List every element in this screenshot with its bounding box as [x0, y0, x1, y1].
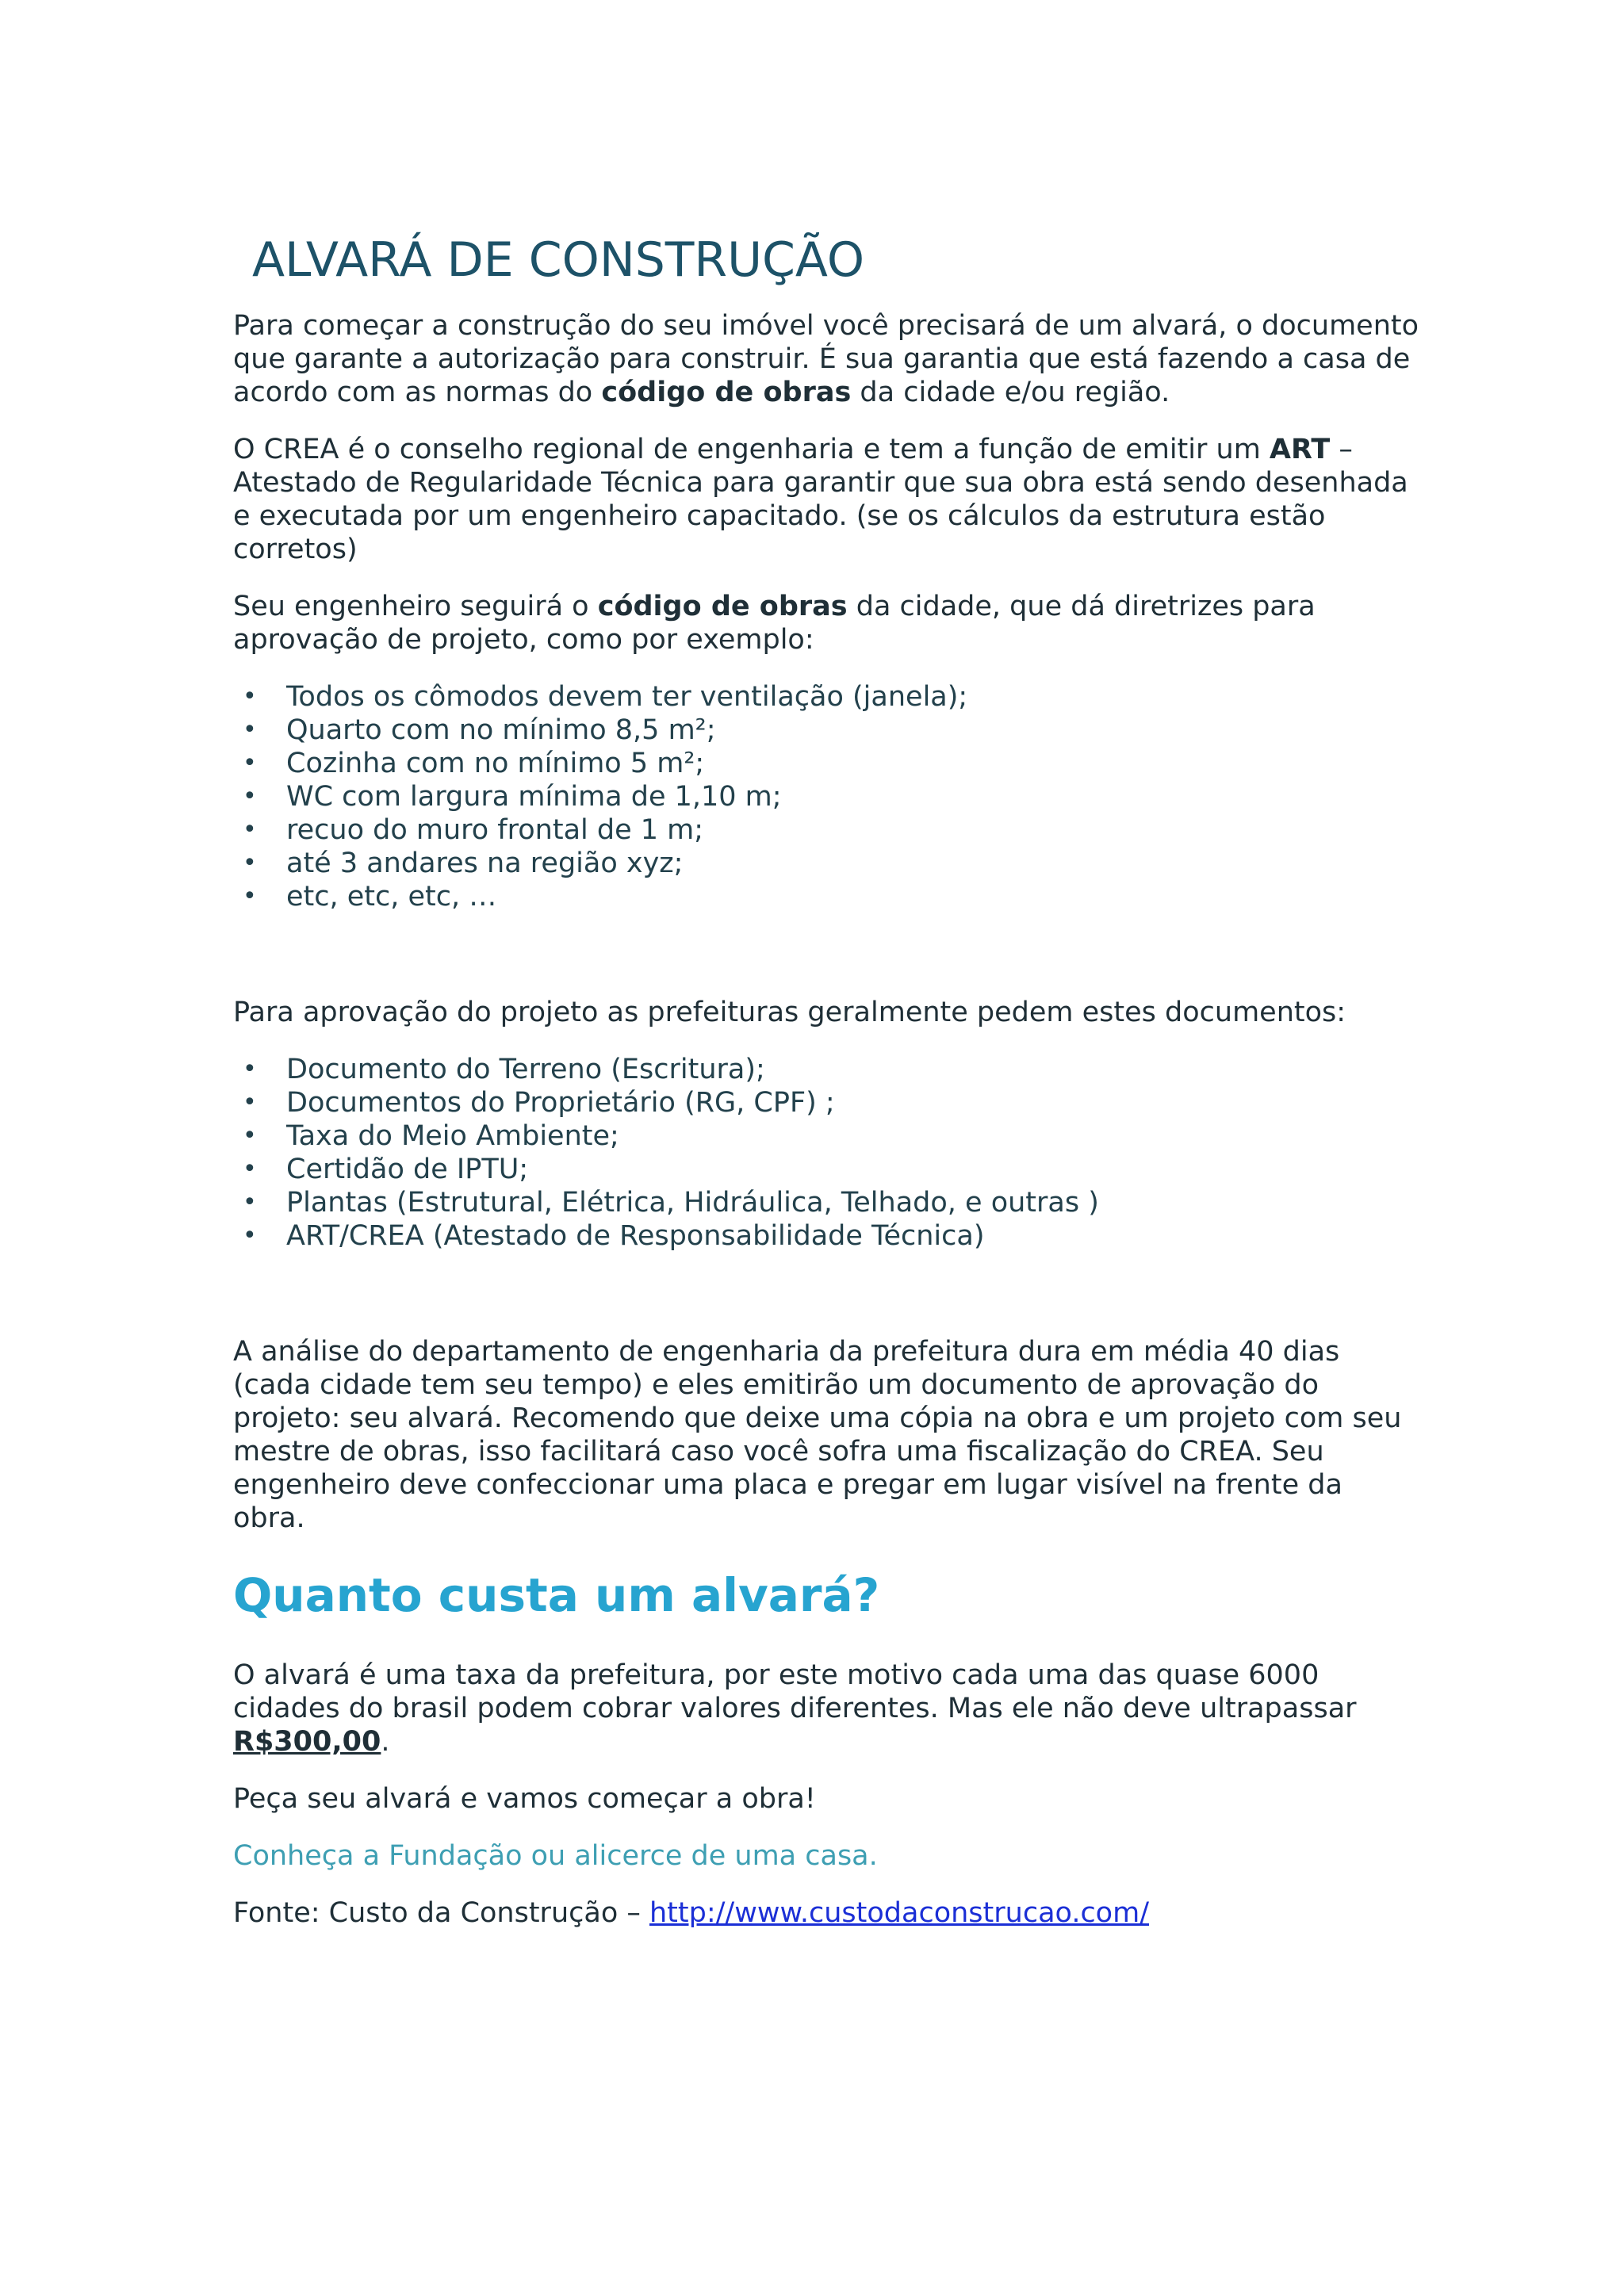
price-value: R$300,00 — [233, 1726, 381, 1758]
list-item-text: recuo do muro frontal de 1 m; — [286, 814, 704, 846]
bullet-icon: • — [243, 1222, 257, 1249]
bullet-icon: • — [243, 1055, 257, 1083]
list-item — [233, 880, 1423, 913]
paragraph-engineer-text-b: da cidade, que dá diretrizes para aprovação de projeto, como por exemplo: — [233, 591, 1316, 656]
bullet-icon: • — [243, 1089, 257, 1116]
list-item — [233, 847, 1423, 880]
bullet-icon: • — [243, 749, 257, 777]
list-item — [233, 1119, 1423, 1153]
list-item — [233, 714, 1423, 747]
list-item-text: até 3 andares na região xyz; — [286, 848, 684, 879]
source-label: Fonte: Custo da Construção – — [233, 1897, 649, 1929]
paragraph-crea — [233, 433, 1423, 566]
list-item — [233, 813, 1423, 847]
list-item-text: Todos os cômodos devem ter ventilação (janela); — [286, 681, 968, 713]
list-item — [233, 747, 1423, 780]
paragraph-intro-text-a: Para começar a construção do seu imóvel você precisará de um alvará, o documento que garante a autorização para construir. É sua garantia que está fazendo a casa de acordo com as normas do — [233, 310, 1419, 408]
bullet-icon: • — [243, 683, 257, 710]
page-title: ALVARÁ DE CONSTRUÇÃO — [252, 232, 865, 288]
bullet-icon: • — [243, 783, 257, 810]
requirements-list — [233, 680, 1423, 913]
list-item-text: ART/CREA (Atestado de Responsabilidade Técnica) — [286, 1220, 985, 1252]
list-item — [233, 680, 1423, 714]
document-page — [233, 230, 1423, 1930]
bullet-icon: • — [243, 1188, 257, 1216]
paragraph-intro-text-b: da cidade e/ou região. — [851, 377, 1170, 408]
list-item-text: etc, etc, etc, … — [286, 881, 497, 913]
list-item-text: Certidão de IPTU; — [286, 1154, 529, 1185]
bullet-icon: • — [243, 849, 257, 877]
list-item-text: Quarto com no mínimo 8,5 m²; — [286, 714, 716, 746]
list-item — [233, 1153, 1423, 1186]
bullet-icon: • — [243, 816, 257, 844]
bullet-icon: • — [243, 1155, 257, 1183]
paragraph-intro — [233, 309, 1423, 409]
paragraph-engineer-bold: código de obras — [597, 591, 848, 622]
paragraph-engineer-text-a: Seu engenheiro seguirá o — [233, 591, 598, 622]
paragraph-analysis: A análise do departamento de engenharia da prefeitura dura em média 40 dias (cada cidade tem seu tempo) e eles emitirão um documento de aprovação do projeto: seu alvará. Recomendo que deixe uma cópia na obra e um projeto com seu mestre de obras, isso facilitará caso você sofra uma fiscalização do CREA. Seu engenheiro deve confeccionar uma placa e pregar em lugar visível na frente da obra. — [233, 1336, 1402, 1534]
paragraph-cost-text-b: . — [381, 1726, 390, 1758]
list-item — [233, 1186, 1423, 1219]
source-line — [233, 1896, 1423, 1930]
paragraph-cost — [233, 1659, 1423, 1758]
paragraph-engineer — [233, 590, 1423, 656]
list-item-text: Plantas (Estrutural, Elétrica, Hidráulica, Telhado, e outras ) — [286, 1187, 1099, 1219]
list-item — [233, 780, 1423, 813]
paragraph-crea-bold: ART — [1269, 434, 1331, 465]
bullet-icon: • — [243, 716, 257, 744]
bullet-icon: • — [243, 882, 257, 910]
list-item-text: Cozinha com no mínimo 5 m²; — [286, 748, 705, 779]
list-item-text: Documento do Terreno (Escritura); — [286, 1054, 765, 1085]
paragraph-intro-bold: código de obras — [601, 377, 852, 408]
paragraph-call-to-action: Peça seu alvará e vamos começar a obra! — [233, 1783, 816, 1815]
foundation-link[interactable]: Conheça a Fundação ou alicerce de uma casa. — [233, 1840, 878, 1872]
paragraph-documents: Para aprovação do projeto as prefeituras geralmente pedem estes documentos: — [233, 997, 1346, 1028]
documents-list — [233, 1053, 1423, 1253]
list-item-text: Taxa do Meio Ambiente; — [286, 1120, 619, 1152]
list-item-text: Documentos do Proprietário (RG, CPF) ; — [286, 1087, 835, 1119]
list-item-text: WC com largura mínima de 1,10 m; — [286, 781, 782, 813]
list-item — [233, 1053, 1423, 1086]
bullet-icon: • — [243, 1122, 257, 1150]
source-url-link[interactable]: http://www.custodaconstrucao.com/ — [649, 1897, 1149, 1929]
list-item — [233, 1086, 1423, 1119]
paragraph-cost-text-a: O alvará é uma taxa da prefeitura, por este motivo cada uma das quase 6000 cidades do brasil podem cobrar valores diferentes. Mas ele não deve ultrapassar — [233, 1659, 1357, 1724]
paragraph-crea-text-b: – Atestado de Regularidade Técnica para garantir que sua obra está sendo desenhada e executada por um engenheiro capacitado. (se os cálculos da estrutura estão corretos) — [233, 434, 1408, 565]
list-item — [233, 1219, 1423, 1253]
paragraph-crea-text-a: O CREA é o conselho regional de engenharia e tem a função de emitir um — [233, 434, 1270, 465]
section-subtitle: Quanto custa um alvará? — [233, 1568, 880, 1622]
